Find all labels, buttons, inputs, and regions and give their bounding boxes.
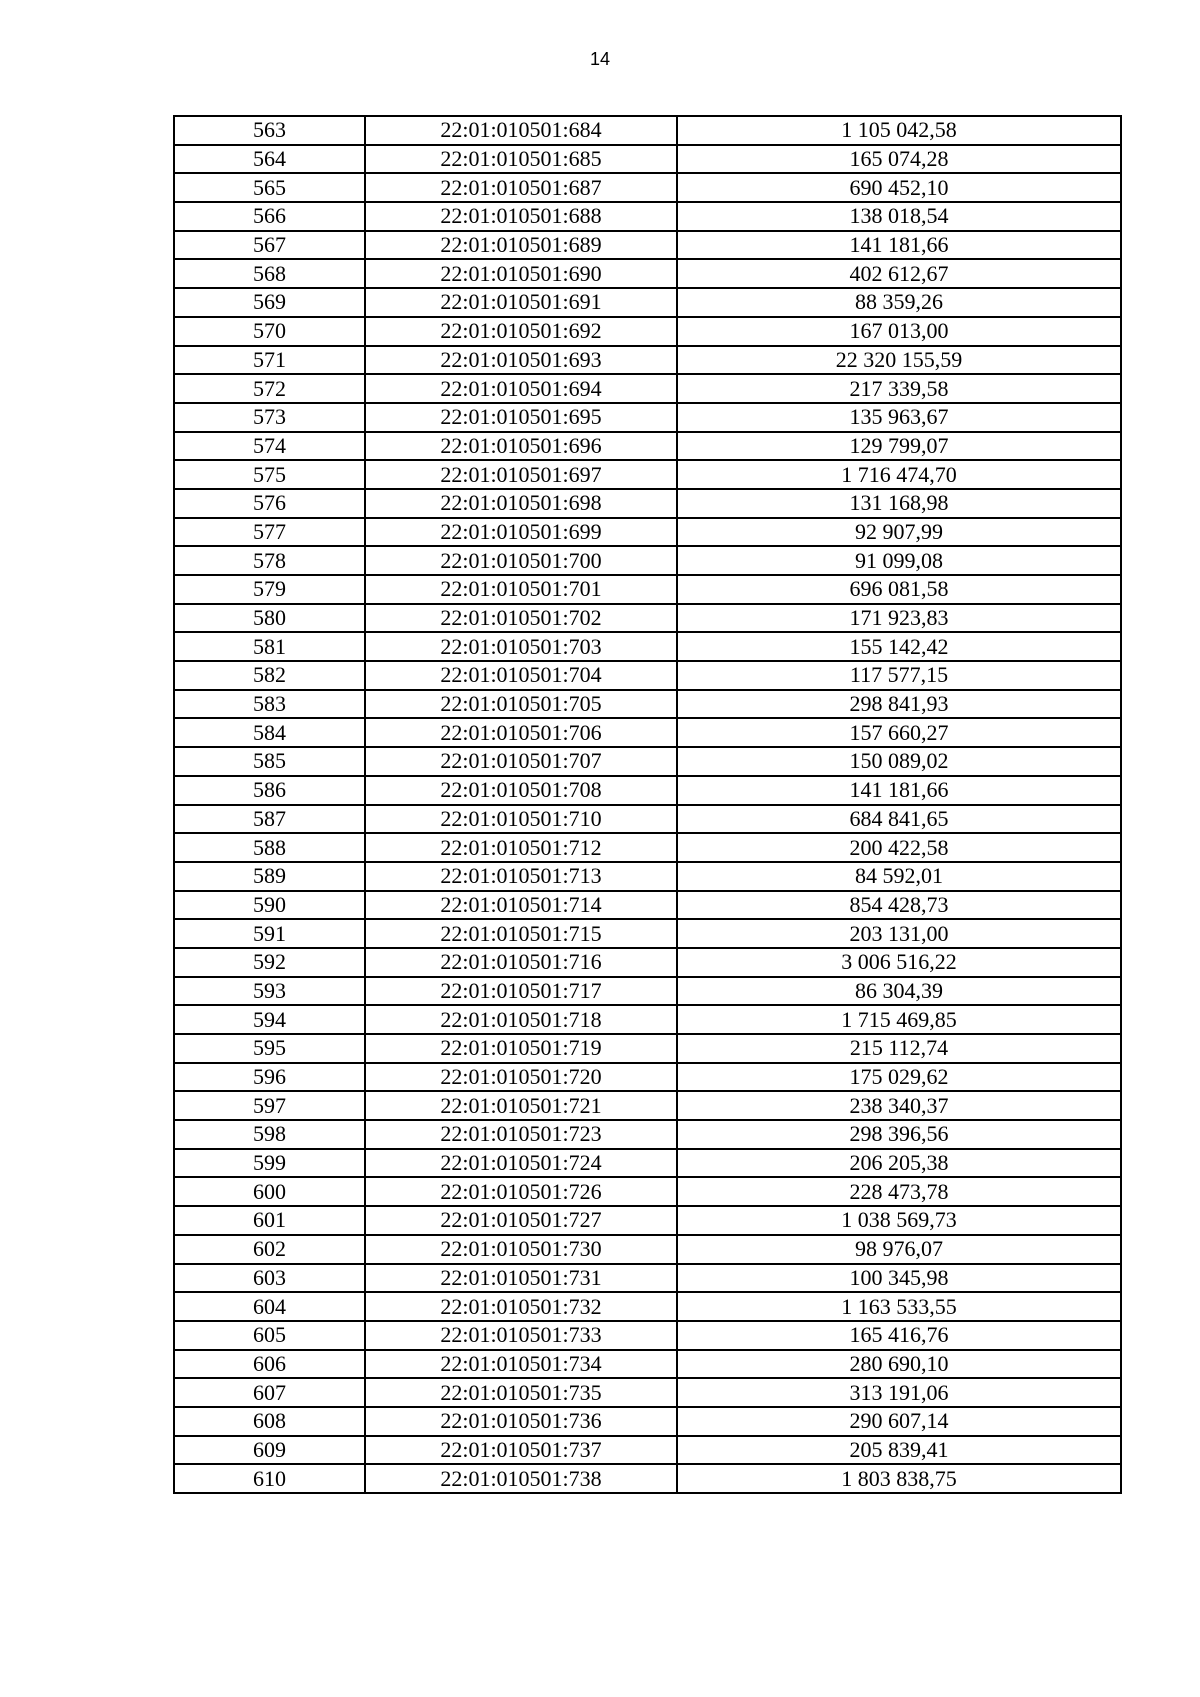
value-cell: 217 339,58 [677, 374, 1121, 403]
row-number-cell: 591 [174, 919, 365, 948]
row-number-cell: 596 [174, 1063, 365, 1092]
value-cell: 313 191,06 [677, 1378, 1121, 1407]
table-row [174, 718, 1121, 747]
table-row [174, 1177, 1121, 1206]
row-number-cell: 571 [174, 346, 365, 375]
row-number-cell: 601 [174, 1206, 365, 1235]
cadastral-number-cell: 22:01:010501:714 [365, 891, 677, 920]
cadastral-number-cell: 22:01:010501:694 [365, 374, 677, 403]
row-number-cell: 569 [174, 288, 365, 317]
row-number-cell: 576 [174, 489, 365, 518]
cadastral-number-cell: 22:01:010501:684 [365, 116, 677, 145]
value-cell: 690 452,10 [677, 173, 1121, 202]
cadastral-number-cell: 22:01:010501:702 [365, 604, 677, 633]
value-cell: 298 396,56 [677, 1120, 1121, 1149]
table-row [174, 948, 1121, 977]
value-cell: 175 029,62 [677, 1063, 1121, 1092]
row-number-cell: 588 [174, 833, 365, 862]
table-row [174, 1436, 1121, 1465]
row-number-cell: 586 [174, 776, 365, 805]
table-row [174, 259, 1121, 288]
value-cell: 402 612,67 [677, 259, 1121, 288]
cadastral-number-cell: 22:01:010501:717 [365, 977, 677, 1006]
cadastral-number-cell: 22:01:010501:691 [365, 288, 677, 317]
table-row [174, 1264, 1121, 1293]
row-number-cell: 582 [174, 661, 365, 690]
value-cell: 165 416,76 [677, 1321, 1121, 1350]
cadastral-number-cell: 22:01:010501:704 [365, 661, 677, 690]
cadastral-number-cell: 22:01:010501:734 [365, 1350, 677, 1379]
cadastral-number-cell: 22:01:010501:706 [365, 718, 677, 747]
value-cell: 696 081,58 [677, 575, 1121, 604]
value-cell: 205 839,41 [677, 1436, 1121, 1465]
value-cell: 171 923,83 [677, 604, 1121, 633]
table-row [174, 346, 1121, 375]
table-row [174, 661, 1121, 690]
row-number-cell: 589 [174, 862, 365, 891]
value-cell: 86 304,39 [677, 977, 1121, 1006]
cadastral-number-cell: 22:01:010501:685 [365, 145, 677, 174]
row-number-cell: 585 [174, 747, 365, 776]
table-row [174, 690, 1121, 719]
cadastral-number-cell: 22:01:010501:731 [365, 1264, 677, 1293]
value-cell: 155 142,42 [677, 632, 1121, 661]
value-cell: 203 131,00 [677, 919, 1121, 948]
table-row [174, 919, 1121, 948]
table-row [174, 518, 1121, 547]
row-number-cell: 567 [174, 231, 365, 260]
table-row [174, 1034, 1121, 1063]
table-row [174, 288, 1121, 317]
row-number-cell: 563 [174, 116, 365, 145]
cadastral-number-cell: 22:01:010501:701 [365, 575, 677, 604]
row-number-cell: 602 [174, 1235, 365, 1264]
value-cell: 98 976,07 [677, 1235, 1121, 1264]
row-number-cell: 578 [174, 546, 365, 575]
table-row [174, 1005, 1121, 1034]
table-row [174, 1149, 1121, 1178]
table-row [174, 632, 1121, 661]
table-row [174, 546, 1121, 575]
value-cell: 157 660,27 [677, 718, 1121, 747]
cadastral-number-cell: 22:01:010501:696 [365, 432, 677, 461]
cadastral-number-cell: 22:01:010501:719 [365, 1034, 677, 1063]
cadastral-number-cell: 22:01:010501:727 [365, 1206, 677, 1235]
row-number-cell: 583 [174, 690, 365, 719]
row-number-cell: 606 [174, 1350, 365, 1379]
value-cell: 215 112,74 [677, 1034, 1121, 1063]
table-row [174, 1321, 1121, 1350]
value-cell: 298 841,93 [677, 690, 1121, 719]
row-number-cell: 607 [174, 1378, 365, 1407]
cadastral-number-cell: 22:01:010501:692 [365, 317, 677, 346]
cadastral-value-table [173, 115, 1122, 1494]
cadastral-number-cell: 22:01:010501:732 [365, 1292, 677, 1321]
cadastral-number-cell: 22:01:010501:699 [365, 518, 677, 547]
table-row [174, 1464, 1121, 1493]
cadastral-number-cell: 22:01:010501:698 [365, 489, 677, 518]
table-row [174, 805, 1121, 834]
row-number-cell: 609 [174, 1436, 365, 1465]
cadastral-number-cell: 22:01:010501:703 [365, 632, 677, 661]
row-number-cell: 599 [174, 1149, 365, 1178]
row-number-cell: 566 [174, 202, 365, 231]
cadastral-number-cell: 22:01:010501:688 [365, 202, 677, 231]
table-row [174, 403, 1121, 432]
cadastral-number-cell: 22:01:010501:736 [365, 1407, 677, 1436]
value-cell: 290 607,14 [677, 1407, 1121, 1436]
table-row [174, 460, 1121, 489]
row-number-cell: 587 [174, 805, 365, 834]
cadastral-number-cell: 22:01:010501:689 [365, 231, 677, 260]
value-cell: 165 074,28 [677, 145, 1121, 174]
value-cell: 141 181,66 [677, 231, 1121, 260]
row-number-cell: 610 [174, 1464, 365, 1493]
table-row [174, 173, 1121, 202]
value-cell: 228 473,78 [677, 1177, 1121, 1206]
value-cell: 1 715 469,85 [677, 1005, 1121, 1034]
row-number-cell: 579 [174, 575, 365, 604]
cadastral-number-cell: 22:01:010501:697 [365, 460, 677, 489]
table-row [174, 604, 1121, 633]
value-cell: 1 803 838,75 [677, 1464, 1121, 1493]
table-row [174, 977, 1121, 1006]
value-cell: 238 340,37 [677, 1091, 1121, 1120]
value-cell: 167 013,00 [677, 317, 1121, 346]
value-cell: 88 359,26 [677, 288, 1121, 317]
value-cell: 129 799,07 [677, 432, 1121, 461]
table-row [174, 1292, 1121, 1321]
table-row [174, 1120, 1121, 1149]
row-number-cell: 608 [174, 1407, 365, 1436]
table-row [174, 1206, 1121, 1235]
cadastral-number-cell: 22:01:010501:721 [365, 1091, 677, 1120]
table-row [174, 116, 1121, 145]
table-row [174, 1378, 1121, 1407]
row-number-cell: 575 [174, 460, 365, 489]
cadastral-number-cell: 22:01:010501:712 [365, 833, 677, 862]
page-number: 14 [589, 49, 611, 69]
row-number-cell: 604 [174, 1292, 365, 1321]
value-cell: 280 690,10 [677, 1350, 1121, 1379]
cadastral-number-cell: 22:01:010501:733 [365, 1321, 677, 1350]
table-row [174, 489, 1121, 518]
row-number-cell: 605 [174, 1321, 365, 1350]
value-cell: 84 592,01 [677, 862, 1121, 891]
value-cell: 138 018,54 [677, 202, 1121, 231]
cadastral-number-cell: 22:01:010501:737 [365, 1436, 677, 1465]
cadastral-number-cell: 22:01:010501:724 [365, 1149, 677, 1178]
row-number-cell: 568 [174, 259, 365, 288]
row-number-cell: 598 [174, 1120, 365, 1149]
cadastral-number-cell: 22:01:010501:693 [365, 346, 677, 375]
row-number-cell: 603 [174, 1264, 365, 1293]
cadastral-number-cell: 22:01:010501:723 [365, 1120, 677, 1149]
cadastral-number-cell: 22:01:010501:700 [365, 546, 677, 575]
row-number-cell: 564 [174, 145, 365, 174]
table-row [174, 1235, 1121, 1264]
cadastral-number-cell: 22:01:010501:716 [365, 948, 677, 977]
value-cell: 684 841,65 [677, 805, 1121, 834]
table-row [174, 1063, 1121, 1092]
row-number-cell: 593 [174, 977, 365, 1006]
row-number-cell: 572 [174, 374, 365, 403]
cadastral-number-cell: 22:01:010501:695 [365, 403, 677, 432]
table-row [174, 317, 1121, 346]
table-row [174, 1350, 1121, 1379]
value-cell: 92 907,99 [677, 518, 1121, 547]
value-cell: 131 168,98 [677, 489, 1121, 518]
row-number-cell: 577 [174, 518, 365, 547]
table-row [174, 1407, 1121, 1436]
table-row [174, 1091, 1121, 1120]
row-number-cell: 592 [174, 948, 365, 977]
value-cell: 22 320 155,59 [677, 346, 1121, 375]
row-number-cell: 597 [174, 1091, 365, 1120]
row-number-cell: 574 [174, 432, 365, 461]
cadastral-number-cell: 22:01:010501:715 [365, 919, 677, 948]
value-cell: 117 577,15 [677, 661, 1121, 690]
row-number-cell: 584 [174, 718, 365, 747]
cadastral-number-cell: 22:01:010501:690 [365, 259, 677, 288]
table-row [174, 432, 1121, 461]
row-number-cell: 600 [174, 1177, 365, 1206]
table-row [174, 891, 1121, 920]
row-number-cell: 590 [174, 891, 365, 920]
value-cell: 1 038 569,73 [677, 1206, 1121, 1235]
value-cell: 3 006 516,22 [677, 948, 1121, 977]
cadastral-number-cell: 22:01:010501:710 [365, 805, 677, 834]
value-cell: 135 963,67 [677, 403, 1121, 432]
table-row [174, 747, 1121, 776]
table-row [174, 862, 1121, 891]
row-number-cell: 570 [174, 317, 365, 346]
cadastral-number-cell: 22:01:010501:705 [365, 690, 677, 719]
cadastral-number-cell: 22:01:010501:713 [365, 862, 677, 891]
table-row [174, 776, 1121, 805]
table-row [174, 231, 1121, 260]
cadastral-number-cell: 22:01:010501:687 [365, 173, 677, 202]
cadastral-number-cell: 22:01:010501:726 [365, 1177, 677, 1206]
row-number-cell: 595 [174, 1034, 365, 1063]
cadastral-number-cell: 22:01:010501:738 [365, 1464, 677, 1493]
table-row [174, 575, 1121, 604]
cadastral-number-cell: 22:01:010501:707 [365, 747, 677, 776]
row-number-cell: 580 [174, 604, 365, 633]
row-number-cell: 581 [174, 632, 365, 661]
value-cell: 1 716 474,70 [677, 460, 1121, 489]
value-cell: 200 422,58 [677, 833, 1121, 862]
cadastral-number-cell: 22:01:010501:708 [365, 776, 677, 805]
cadastral-number-cell: 22:01:010501:730 [365, 1235, 677, 1264]
value-cell: 1 163 533,55 [677, 1292, 1121, 1321]
value-cell: 1 105 042,58 [677, 116, 1121, 145]
table-row [174, 833, 1121, 862]
row-number-cell: 565 [174, 173, 365, 202]
table-row [174, 145, 1121, 174]
value-cell: 854 428,73 [677, 891, 1121, 920]
cadastral-number-cell: 22:01:010501:718 [365, 1005, 677, 1034]
value-cell: 91 099,08 [677, 546, 1121, 575]
cadastral-number-cell: 22:01:010501:735 [365, 1378, 677, 1407]
row-number-cell: 594 [174, 1005, 365, 1034]
table-body [174, 116, 1121, 1493]
table-row [174, 202, 1121, 231]
value-cell: 150 089,02 [677, 747, 1121, 776]
value-cell: 141 181,66 [677, 776, 1121, 805]
row-number-cell: 573 [174, 403, 365, 432]
cadastral-number-cell: 22:01:010501:720 [365, 1063, 677, 1092]
table-row [174, 374, 1121, 403]
value-cell: 206 205,38 [677, 1149, 1121, 1178]
value-cell: 100 345,98 [677, 1264, 1121, 1293]
